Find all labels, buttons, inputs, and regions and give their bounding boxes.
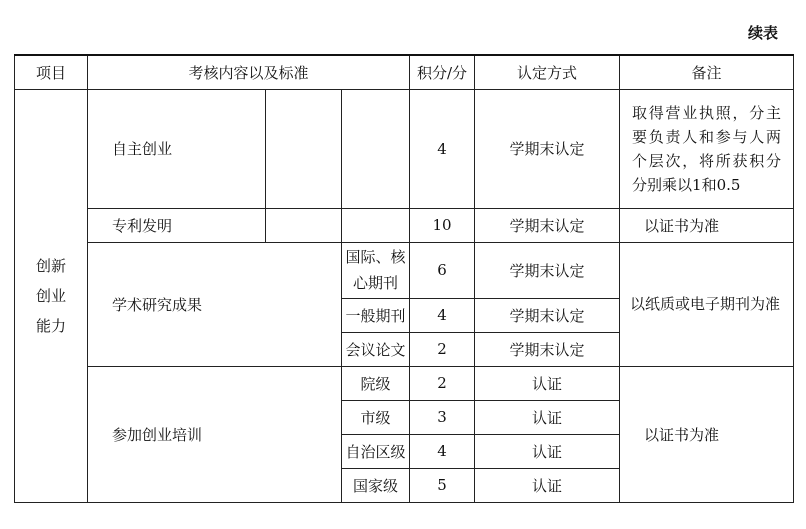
content-self-business: 自主创业 (88, 89, 266, 208)
content-research: 学术研究成果 (88, 242, 342, 366)
table-row (15, 366, 794, 400)
assessment-table (14, 54, 794, 503)
method-cell: 学期末认定 (475, 298, 620, 332)
score-cell: 2 (410, 332, 475, 366)
table-row (15, 208, 794, 242)
score-cell: 3 (410, 400, 475, 434)
empty-cell (266, 89, 342, 208)
subitem-cell: 市级 (342, 400, 410, 434)
subitem-cell: 自治区级 (342, 434, 410, 468)
method-cell: 学期末认定 (475, 89, 620, 208)
empty-cell (266, 208, 342, 242)
score-cell: 6 (410, 242, 475, 298)
method-cell: 认证 (475, 468, 620, 502)
remark-cell: 以证书为准 (620, 208, 794, 242)
score-cell: 5 (410, 468, 475, 502)
subitem-cell: 一般期刊 (342, 298, 410, 332)
header-score: 积分/分 (410, 55, 475, 89)
category-cell: 创新 创业 能力 (15, 89, 88, 502)
header-item: 项目 (15, 55, 88, 89)
content-patent: 专利发明 (88, 208, 266, 242)
remark-cell: 以证书为准 (620, 366, 794, 502)
method-cell: 认证 (475, 400, 620, 434)
remark-cell: 取得营业执照，分主要负责人和参与人两个层次，将所获积分分别乘以1和0.5 (620, 89, 794, 208)
subitem-cell: 国际、核心期刊 (342, 242, 410, 298)
method-cell: 认证 (475, 366, 620, 400)
subitem-cell: 国家级 (342, 468, 410, 502)
continued-label: 续表 (747, 24, 778, 42)
table-header-row (15, 55, 794, 89)
subitem-cell: 会议论文 (342, 332, 410, 366)
table-row (15, 242, 794, 298)
remark-cell: 以纸质或电子期刊为准 (620, 242, 794, 366)
header-method: 认定方式 (475, 55, 620, 89)
score-cell: 4 (410, 298, 475, 332)
header-content: 考核内容以及标准 (88, 55, 410, 89)
score-cell: 2 (410, 366, 475, 400)
subitem-cell: 院级 (342, 366, 410, 400)
empty-cell (342, 89, 410, 208)
method-cell: 学期末认定 (475, 208, 620, 242)
content-training: 参加创业培训 (88, 366, 342, 502)
table-row (15, 89, 794, 208)
empty-cell (342, 208, 410, 242)
score-cell: 4 (410, 89, 475, 208)
method-cell: 认证 (475, 434, 620, 468)
method-cell: 学期末认定 (475, 242, 620, 298)
score-cell: 4 (410, 434, 475, 468)
method-cell: 学期末认定 (475, 332, 620, 366)
score-cell: 10 (410, 208, 475, 242)
header-remark: 备注 (620, 55, 794, 89)
